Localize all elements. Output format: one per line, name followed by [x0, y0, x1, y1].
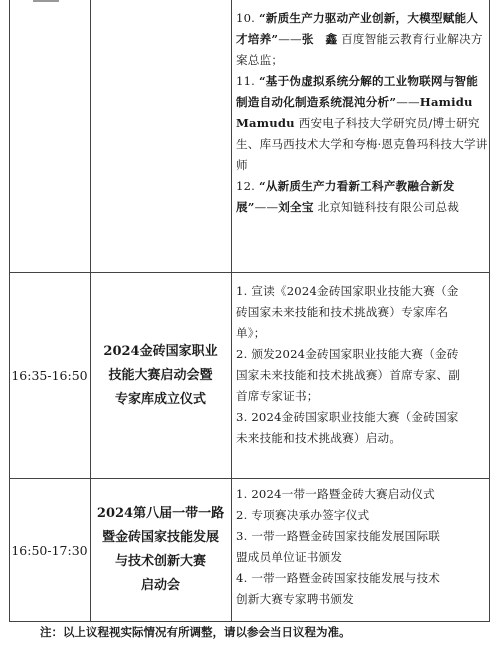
session-title-2: 2024金砖国家职业 技能大赛启动会暨 专家库成立仪式 — [103, 343, 218, 407]
table-border-bottom — [9, 621, 490, 622]
speaker-name: 张 鑫 — [301, 32, 338, 46]
talk-title: “新质生产力驱动产业创新，大模型赋能人才培养” — [236, 11, 479, 46]
speaker-name: 刘全宝 — [278, 200, 314, 214]
table-border-right — [489, 0, 490, 622]
top-marker — [33, 0, 59, 2]
time-slot-3: 16:50-17:30 — [11, 542, 88, 558]
talk-title: “基于伪虚拟系统分解的工业物联网与智能制造自动化制造系统混沌分析” — [236, 74, 479, 109]
session-title-3: 2024第八届一带一路 暨金砖国家技能发展 与技术创新大赛 启动会 — [96, 506, 225, 593]
time-slot-2: 16:35-16:50 — [11, 368, 88, 383]
session-items-2: 1. 宣读《2024金砖国家职业技能大赛（金 砖国家未来技能和技术挑战赛）专家库名 单》； 2. 颁发2024金砖国家职业技能大赛（金砖 国家未来技能和技术挑战赛）首席专家、副 首席专家证书； 3. 2024金砖国家职业技能大赛（金砖国家 未来技能和技术挑战赛）启动。 — [236, 284, 461, 445]
talk-title: “从新质生产力看新工科产教融合新发展” — [236, 179, 455, 214]
speaker-role: 北京知链科技有限公司总裁 — [317, 200, 460, 214]
speaker-list — [236, 8, 488, 218]
speaker-role: 西安电子科技大学研究员/博士研究生、库马西技术大学和夸梅·恩克鲁玛科技大学讲师 — [236, 116, 488, 172]
footnote: 注：以上议程视实际情况有所调整，请以参会当日议程为准。 — [40, 625, 351, 639]
speaker-item-10: 10. “新质生产力驱动产业创新，大模型赋能人才培养”——张 鑫 百度智能云教育行业解决方案总监； — [236, 11, 483, 67]
speaker-role: 百度智能云教育行业解决方案总监； — [236, 32, 483, 67]
speaker-item-11: 11. “基于伪虚拟系统分解的工业物联网与智能制造自动化制造系统混沌分析”——Hamidu Mamudu 西安电子科技大学研究员/博士研究生、库马西技术大学和夸梅·恩克鲁玛科技大学讲师 — [236, 74, 488, 172]
table-divider-title — [231, 0, 232, 622]
speaker-name: Hamidu Mamudu — [236, 95, 473, 130]
speaker-item-12: 12. “从新质生产力看新工科产教融合新发展”——刘全宝 北京知链科技有限公司总裁 — [236, 179, 460, 214]
session-items-3: 1. 2024一带一路暨金砖大赛启动仪式 2. 专项赛决承办签字仪式 3. 一带一路暨金砖国家技能发展国际联 盟成员单位证书颁发 4. 一带一路暨金砖国家技能发展与技术 创新大赛专家聘书颁发 — [236, 487, 441, 606]
